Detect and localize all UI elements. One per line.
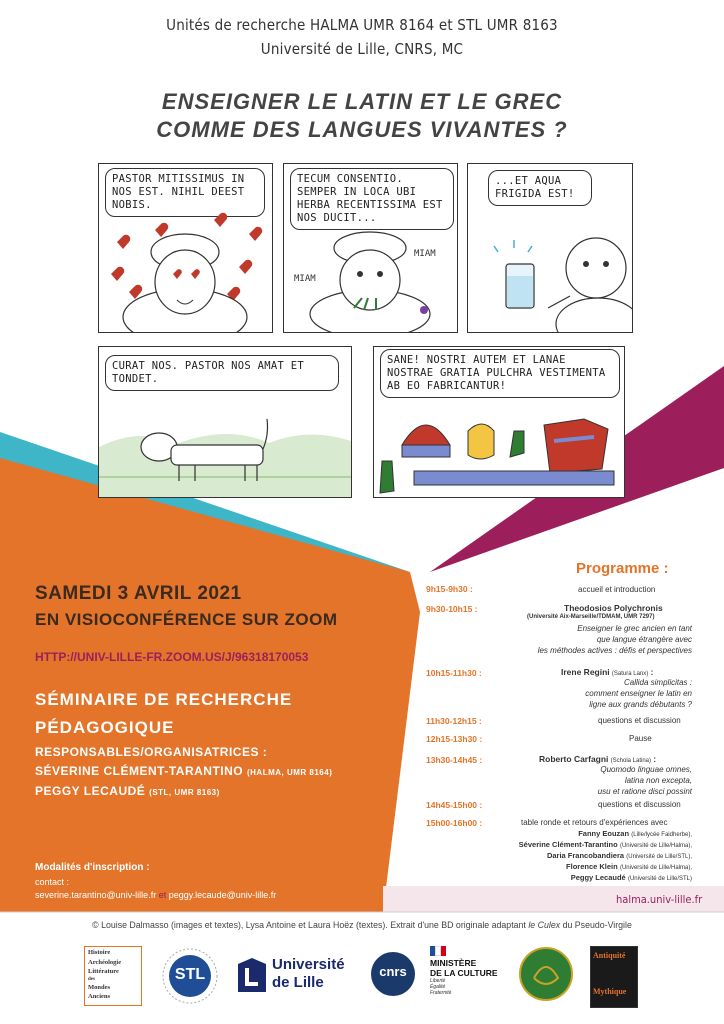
programme-time-8: 15h00-16h00 : xyxy=(426,818,483,828)
participant-1-name: Fanny Eouzan xyxy=(578,829,630,838)
comic-panel-4 xyxy=(98,346,352,498)
participant-3-name: Daria Francobandiera xyxy=(546,851,625,860)
miam-text-2: MIAM xyxy=(414,249,436,259)
comic-panel-3 xyxy=(467,163,633,333)
round-table-participant-1 xyxy=(0,829,692,838)
round-table-participant-5 xyxy=(0,873,692,882)
cnrs-logo xyxy=(368,946,418,1006)
header-university: Université de Lille, CNRS, MC xyxy=(260,40,464,58)
programme-colon-3: : xyxy=(650,667,654,677)
programme-time-4: 11h30-12h15 : xyxy=(426,716,482,726)
lille-logo-line1: Université xyxy=(272,956,345,973)
speech-bubble-4: CURAT NOS. PASTOR NOS AMAT ET TONDET. xyxy=(105,355,339,391)
programme-talk-3-line2: comment enseigner le latin en xyxy=(585,689,692,698)
poster-title-line2: COMME DES LANGUES VIVANTES ? xyxy=(156,117,568,142)
programme-talk-2-line1: Enseigner le grec ancien en tant xyxy=(577,624,692,633)
participant-2-name: Séverine Clément-Tarantino xyxy=(518,840,618,849)
miam-text-1: MIAM xyxy=(294,274,316,284)
programme-text-4: questions et discussion xyxy=(598,716,681,725)
event-mode: EN VISIOCONFÉRENCE SUR ZOOM xyxy=(35,610,338,629)
poster-title-line1: ENSEIGNER LE LATIN ET LE GREC xyxy=(161,89,563,114)
speech-bubble-1: PASTOR MITISSIMUS IN NOS EST. NIHIL DEEST NOBIS. xyxy=(105,168,265,217)
speech-bubble-5: SANE! NOSTRI AUTEM ET LANAE NOSTRAE GRATIA PULCHRA VESTIMENTA AB EO FABRICANTUR! xyxy=(380,349,620,398)
antiquite-logo-line1: Antiquité xyxy=(593,951,626,960)
comic-panel-2 xyxy=(283,163,458,333)
ministere-motto-1: Liberté xyxy=(430,978,446,984)
organizer-1-affiliation: (HALMA, UMR 8164) xyxy=(246,768,333,777)
programme-speaker-3-line xyxy=(561,667,653,677)
lille-logo-line2: de Lille xyxy=(272,974,324,991)
green-seal-logo xyxy=(518,946,574,1006)
knitwear-illustration xyxy=(374,405,624,497)
sheep-hearts-illustration xyxy=(99,212,272,332)
email-peggy[interactable]: peggy.lecaude@univ-lille.fr xyxy=(168,890,277,900)
registration-contact-label: contact : xyxy=(35,877,70,887)
credits-part2: du Pseudo-Virgile xyxy=(562,920,632,930)
programme-affiliation-3: (Satura Lanx) xyxy=(611,671,649,677)
programme-talk-6-line2: latina non excepta, xyxy=(624,776,692,785)
programme-time-2: 9h30-10h15 : xyxy=(426,604,478,614)
antiquite-mythique-logo xyxy=(590,946,638,1008)
round-table-participant-3 xyxy=(0,851,692,860)
round-table-participant-4 xyxy=(0,862,692,871)
credits-culex: le Culex xyxy=(528,920,561,930)
programme-text-1: accueil et introduction xyxy=(578,585,656,594)
round-table-participant-2 xyxy=(0,840,692,849)
halma-logo: Histoire Archéologie Littérature des Mondes Anciens xyxy=(84,946,142,1006)
shorn-sheep-illustration xyxy=(99,407,351,497)
participant-4-affiliation: (Université de Lille/Halma), xyxy=(619,865,692,871)
programme-talk-3-line3: ligne aux grands débutants ? xyxy=(589,700,692,709)
organizer-2-affiliation: (STL, UMR 8163) xyxy=(149,788,220,797)
programme-talk-3-line1: Callida simplicitas : xyxy=(623,678,692,687)
programme-speaker-6: Roberto Carfagni xyxy=(539,754,609,764)
email-severine[interactable]: severine.tarantino@univ-lille.fr xyxy=(35,890,157,900)
header-units: Unités de recherche HALMA UMR 8164 et STL UMR 8163 xyxy=(166,16,558,34)
seminar-title-line1: SÉMINAIRE DE RECHERCHE xyxy=(35,690,293,709)
ministere-line1: MINISTÈRE xyxy=(430,958,477,968)
organizer-1-name: SÉVERINE CLÉMENT-TARANTINO xyxy=(35,764,244,778)
programme-talk-2-line3: les méthodes actives : défis et perspectives xyxy=(537,646,692,655)
programme-time-1: 9h15-9h30 : xyxy=(426,584,473,594)
programme-colon-6: : xyxy=(653,754,657,764)
participant-5-affiliation: (Université de Lille/STL) xyxy=(627,876,692,882)
universite-de-lille-logo xyxy=(238,946,356,1006)
programme-time-3: 10h15-11h30 : xyxy=(426,668,482,678)
registration-title: Modalités d'inscription : xyxy=(35,862,150,873)
programme-time-5: 12h15-13h30 : xyxy=(426,734,483,744)
participant-4-name: Florence Klein xyxy=(566,862,618,871)
programme-title: Programme : xyxy=(576,560,669,577)
stl-logo xyxy=(160,946,220,1006)
registration-emails xyxy=(35,890,276,900)
programme-talk-6-line1: Quomodo linguae omnes, xyxy=(600,765,692,774)
cnrs-logo-text: cnrs xyxy=(379,964,407,979)
participant-1-affiliation: (Lille/lycée Faidherbe), xyxy=(631,832,692,838)
sheep-water-illustration xyxy=(468,224,632,332)
speech-bubble-2: TECUM CONSENTIO. SEMPER IN LOCA UBI HERBA RECENTISSIMA EST NOS DUCIT... xyxy=(290,168,454,230)
participant-2-affiliation: (Université de Lille/Halma), xyxy=(619,843,692,849)
programme-time-6: 13h30-14h45 : xyxy=(426,755,483,765)
programme-text-7: questions et discussion xyxy=(598,800,681,809)
stl-logo-text: STL xyxy=(174,966,206,983)
event-date: SAMEDI 3 AVRIL 2021 xyxy=(35,583,242,604)
participant-5-name: Peggy Lecaudé xyxy=(570,873,626,882)
programme-affiliation-2: (Université Aix-Marseille/TDMAM, UMR 7297) xyxy=(527,614,655,620)
organizer-2-name: PEGGY LECAUDÉ xyxy=(35,784,146,798)
lille-logo-text xyxy=(272,956,345,992)
programme-time-7: 14h45-15h00 : xyxy=(426,800,483,810)
programme-talk-6-line3: usu et ratione disci possint xyxy=(597,787,692,796)
programme-text-8: table ronde et retours d'expériences avec xyxy=(521,818,668,827)
ministere-motto-2: Égalité xyxy=(430,984,446,990)
participant-3-affiliation: (Université de Lille/STL), xyxy=(626,854,692,860)
programme-affiliation-6: (Schola Latina) xyxy=(610,758,652,764)
comic-panel-5 xyxy=(373,346,625,498)
ministere-line2: DE LA CULTURE xyxy=(430,968,498,978)
credits xyxy=(0,920,724,930)
programme-text-5: Pause xyxy=(629,734,652,743)
programme-speaker-2: Theodosios Polychronis xyxy=(564,603,663,613)
speech-bubble-3: ...ET AQUA FRIGIDA EST! xyxy=(488,170,592,206)
programme-speaker-3: Irene Regini xyxy=(561,667,610,677)
programme-speaker-6-line xyxy=(539,754,656,764)
antiquite-logo-line2: Mythique xyxy=(593,987,627,996)
programme-talk-2-line2: que langue étrangère avec xyxy=(596,635,692,644)
site-link[interactable]: halma.univ-lille.fr xyxy=(616,893,703,906)
email-separator: et xyxy=(158,890,167,900)
organizers-label: RESPONSABLES/ORGANISATRICES : xyxy=(35,745,268,759)
comic-panel-1 xyxy=(98,163,273,333)
ministere-motto-3: Fraternité xyxy=(430,990,452,996)
ministere-culture-logo xyxy=(430,946,510,1006)
credits-part1: © Louise Dalmasso (images et textes), Lysa Antoine et Laura Hoëz (textes). Extrait d'une BD originale adaptant xyxy=(92,920,526,930)
zoom-link[interactable]: HTTP://UNIV-LILLE-FR.ZOOM.US/J/96318170053 xyxy=(35,650,309,664)
seminar-title-line2: PÉDAGOGIQUE xyxy=(35,718,175,737)
